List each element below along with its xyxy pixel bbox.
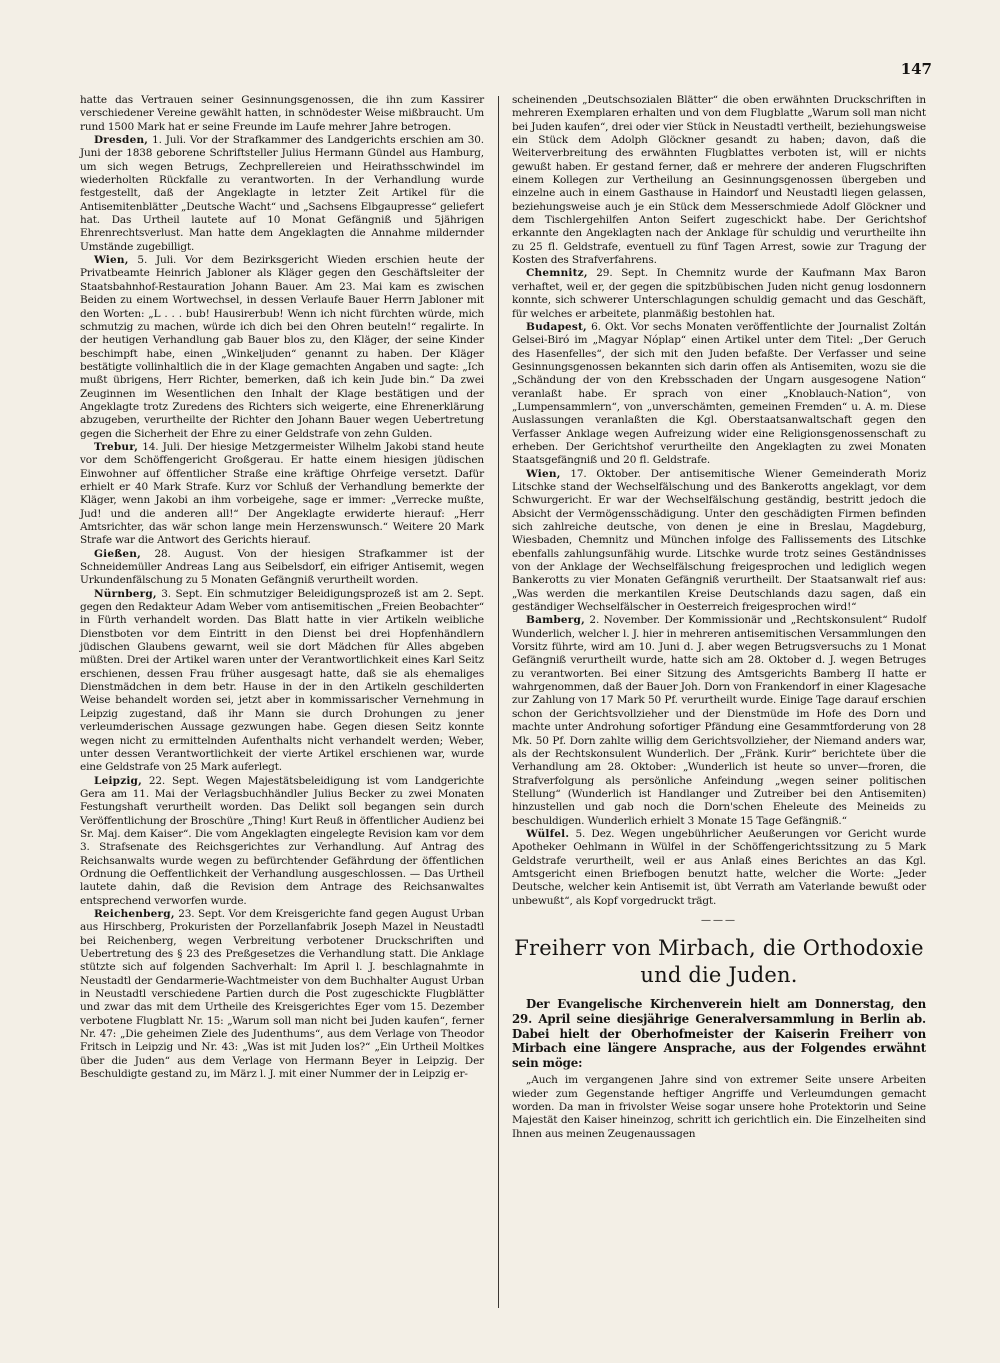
section-separator: ——— [701,914,737,926]
article-quote: „Auch im vergangenen Jahre sind von extremer Seite unsere Arbeiten wieder zum Gegenstande heftiger Angriffe und Verleumdungen gemacht worden. Da man in frivolster Weise sogar unsere hohe Protektorin und Seine Majestät den Kaiser hineinzog, schritt ich gerichtlich ein. Die Einzelheiten sind Ihnen aus meinen Zeugenaussagen [512,1074,926,1140]
news-item-text: 6. Okt. Vor sechs Monaten veröffentlichte der Journalist Zoltán Gelsei-Biró im „Magyar Nóplap“ einen Artikel unter dem Titel: „Der Geruch des Hasenfelles“, der sich mit den Juden befaßte. Der Verfasser und seine Gesinnungsgenossen bekannten sich darin offen als Antisemiten, wozu sie die „Schändung der von den Krebsschaden der Ungarn ausgesogene Nation“ veranlaßt habe. Er sprach von einer „Knoblauch-Nation“, von „Lumpensammlern“, von „unverschämten, gemeinen Fremden“ u. A. m. Diese Auslassungen veranlaßten die Kgl. Oberstaatsanwaltschaft gegen den Verfasser Anklage wegen Aufreizung wider eine Religionsgenossenschaft zu erheben. Der Gerichtshof verurtheilte den Angeklagten zu zwei Monaten Staatsgefängniß und 20 fl. Geldstrafe. [512,320,926,467]
news-item [512,94,926,267]
news-item-place: Wien, [94,254,129,267]
news-item [80,134,484,254]
news-item-text: 1. Juli. Vor der Strafkammer des Landgerichts erschien am 30. Juni der 1838 geborene Schriftsteller Julius Hermann Gündel aus Hamburg, um sich wegen Betrugs, Zechprellereien und Heirathsschwindel im wiederholten Rückfalle zu verantworten. In der Verhandlung wurde festgestellt, daß der Angeklagte in letzter Zeit Artikel für die Antisemitenblätter „Deutsche Wacht“ und „Sachsens Elbgaupresse“ geliefert hat. Das Urtheil lautete auf 10 Monat Gefängniß und 5jährigen Ehrenrechtsverlust. Man hatte dem Angeklagten die Annahme mildernder Umstände zugebilligt. [80,134,484,253]
news-item [512,828,926,908]
left-column [80,94,484,1081]
news-item [80,588,484,775]
news-item-text: 2. November. Der Kommissionär und „Rechtskonsulent“ Rudolf Wunderlich, welcher l. J. hier in mehreren antisemitischen Versammlungen den Vorsitz führte, wird am 10. Juni d. J. aber wegen Betrugsversuchs zu 1 Monat Gefängniß verurtheilt wurde, hatte sich am 28. Oktober d. J. wegen Betruges zu verantworten. Bei einer Sitzung des Amtsgerichts Bamberg II hatte er wahrgenommen, daß der Bauer Joh. Dorn von Frankendorf in einer Klagesache zur Zahlung von 17 Mark 50 Pf. verurtheilt wurde. Einige Tage darauf erschien schon der Gerichtsvollzieher und der Dienstmüde im Hofe des Dorn und machte unter Androhung sofortiger Pfändung eine Gesammtforderung von 28 Mk. 50 Pf. Dorn zahlte willig dem Gerichtsvollzieher, der Niemand anders war, als der Rechtskonsulent Wunderlich. Der „Fränk. Kurir“ berichtete über die Verhandlung am 28. Oktober: „Wunderlich ist heute so unver—froren, die Strafverfolgung als persönliche Anfeindung „wegen seiner politischen Stellung“ (Wunderlich ist Handlanger und Zutreiber bei den Antisemiten) hinzustellen und gab noch die Dorn'schen Eheleute des Meineids zu beschuldigen. Wunderlich erhielt 3 Monate 15 Tage Gefängniß.“ [512,614,926,827]
news-item-text: 28. August. Von der hiesigen Strafkammer ist der Schneidemüller Andreas Lang aus Seibelsdorf, ein eifriger Antisemit, wegen Urkundenfälschung zu 5 Monaten Gefängniß verurtheilt worden. [80,547,484,587]
news-item-place: Wülfel. [526,827,570,840]
news-item-place: Dresden, [94,134,149,147]
news-item-place: Wien, [526,467,561,480]
column-divider [498,96,499,1308]
news-item [512,614,926,828]
news-item-text: 5. Dez. Wegen ungebührlicher Aeußerungen vor Gericht wurde Apotheker Oehlmann in Wülfel in der Schöffengerichtssitzung zu 5 Mark Geldstrafe verurtheilt, weil er aus Anlaß eines Berichtes an das Kgl. Amtsgericht einen Briefbogen benutzt hatte, welcher die Worte: „Jeder Deutsche, welcher kein Antisemit ist, übt Verrath am Vaterlande bewußt oder unbewußt“, als Kopf vorgedruckt trägt. [512,827,926,907]
article-heading-line: Freiherr von Mirbach, die Orthodoxie [514,936,924,961]
news-item-text: 22. Sept. Wegen Majestätsbeleidigung ist vom Landgerichte Gera am 11. Mai der Verlagsbuchhändler Julius Becker zu zwei Monaten Festungshaft verurtheilt worden. Das Delikt soll begangen sein durch Veröffentlichung der Broschüre „Thing! Kurt Reuß in öffentlicher Audienz bei Sr. Maj. dem Kaiser“. Die vom Angeklagten eingelegte Revision kam vor dem 3. Strafsenate des Reichsgerichtes zur Verhandlung. Auf Antrag des Reichsanwalts wurde wegen zu befürchtender Gefährdung der öffentlichen Ordnung die Oeffentlichkeit der Verhandlung ausgeschlossen. — Das Urtheil lautete dahin, daß die Revision dem Antrage des Reichsanwaltes entsprechend verworfen wurde. [80,774,484,907]
news-item [80,775,484,908]
news-item-place: Reichenberg, [94,907,175,920]
news-item-text: 3. Sept. Ein schmutziger Beleidigungsprozeß ist am 2. Sept. gegen den Redakteur Adam Weber vom antisemitischen „Freien Beobachter“ in Fürth verhandelt worden. Das Blatt hatte in vier Artikeln weibliche Dienstboten vor dem Eintritt in den Dienst bei drei Hopfenhändlern jüdischen Glaubens gewarnt, weil sie dort Mädchen für Alles abgeben müßten. Drei der Artikel waren unter der Verantwortlichkeit eines Karl Seitz erschienen, dessen Frau früher ausgesagt hatte, daß sie als ehemaliges Dienstmädchen in dem betr. Hause in der in den Artikeln geschilderten Weise behandelt worden sei, jetzt aber in kommissarischer Vernehmung in Leipzig zugestand, daß ihr Mann sie durch Drohungen zu jener verleumderischen Aussage gezwungen habe. Gegen diesen Seitz konnte wegen nicht zu ermittelnden Aufenthalts nicht verhandelt werden; Weber, unter dessen Verantwortlichkeit der vierte Artikel erschienen war, wurde eine Geldstrafe von 25 Mark auferlegt. [80,587,484,774]
article-intro: Der Evangelische Kirchenverein hielt am Donnerstag, den 29. April seine diesjährige Generalversammlung in Berlin ab. Dabei hielt der Oberhofmeister der Kaiserin Freiherr von Mirbach eine längere Ansprache, aus der Folgendes erwähnt sein möge: [512,997,926,1070]
news-item-text: 23. Sept. Vor dem Kreisgerichte fand gegen August Urban aus Hirschberg, Prokuristen der Porzellanfabrik Joseph Mazel in Neustadtl bei Reichenberg, wegen Verbreitung verbotener Druckschriften und Uebertretung des § 23 des Preßgesetzes die Verhandlung statt. Die Anklage stützte sich auf folgenden Sachverhalt: Im April l. J. beschlagnahmte in Neustadtl der Gendarmerie-Wachtmeister von dem Buchhalter August Urban in Neustadtl verschiedene Partien durch die Post zugeschickte Flugblätter und zwar das mit dem Urtheile des Kreisgerichtes Eger vom 15. Dezember verbotene Flugblatt Nr. 15: „Warum soll man nicht bei Juden kaufen“, ferner Nr. 47: „Die geheimen Ziele des Judenthums“, aus dem Verlage von Theodor Fritsch in Leipzig und Nr. 43: „Was ist mit Juden los?“ „Ein Urtheil Moltkes über die Juden“ aus dem Verlage von Hermann Beyer in Leipzig. Der Beschuldigte gestand zu, im März l. J. mit einer Nummer der in Leipzig er- [80,907,484,1081]
article-heading-line: und die Juden. [640,963,798,988]
news-item [512,267,926,320]
news-item-text: 29. Sept. In Chemnitz wurde der Kaufmann Max Baron verhaftet, weil er, der gegen die spitzbübischen Juden nicht genug losdonnern konnte, sich schwerer Unterschlagungen schuldig gemacht und das Geschäft, für welches er arbeitete, planmäßig bestohlen hat. [512,267,926,320]
news-item [512,468,926,615]
news-item-place: Chemnitz, [526,267,588,280]
news-item-text: 5. Juli. Vor dem Bezirksgericht Wieden erschien heute der Privatbeamte Heinrich Jabloner als Kläger gegen den Geschäftsleiter der Staatsbahnhof-Restauration Johann Bauer. Am 23. Mai kam es zwischen Beiden zu einem Wortwechsel, in dessen Verlaufe Bauer Herrn Jabloner mit den Worten: „L . . . bub! Hausirerbub! Wenn ich nicht fürchten würde, mich schmutzig zu machen, würde ich dich bei den Ohren beuteln!“ regalirte. In der heutigen Verhandlung gab Bauer blos zu, den Kläger, der seine Kinder beschimpft habe, einen „Winkeljuden“ genannt zu haben. Der Kläger bestätigte vollinhaltlich die in der Klage gemachten Angaben und sagte: „Ich mußt übrigens, Herr Richter, bemerken, daß ich kein Jude bin.“ Da zwei Zeuginnen im Wesentlichen den Inhalt der Klage bestätigen und der Angeklagte trotz Zuredens des Richters sich weigerte, eine Ehrenerklärung abzugeben, verurtheilte der Richter den Johann Bauer wegen Uebertretung gegen die Sicherheit der Ehre zu einer Geldstrafe von zehn Gulden. [80,254,484,440]
news-item [80,441,484,548]
article-heading [512,935,926,989]
news-item-text: hatte das Vertrauen seiner Gesinnungsgenossen, die ihn zum Kassirer verschiedener Vereine gewählt hatten, in schnödester Weise mißbraucht. Um rund 1500 Mark hat er seine Freunde im Laufe mehrer Jahre betrogen. [80,94,484,133]
news-item-text: 17. Oktober. Der antisemitische Wiener Gemeinderath Moriz Litschke stand der Wechselfälschung und des Bankerotts angeklagt, vor dem Schwurgericht. Er war der Wechselfälschung geständig, bestritt jedoch die Absicht der Vermögensschädigung. Unter den geschädigten Firmen befinden sich zahlreiche deutsche, von denen je eine in Breslau, Magdeburg, Wiesbaden, Chemnitz und München infolge des Fallissements des Litschke ebenfalls zahlungsunfähig wurde. Litschke wurde trotz seines Geständnisses von der Anklage der Wechselfälschung freigesprochen und lediglich wegen Bankerotts zu vier Monaten Gefängniß verurtheilt. Der Staatsanwalt rief aus: „Was werden die merkantilen Kreise Deutschlands dazu sagen, daß ein geständiger Wechselfälscher in Oesterreich freigesprochen wird!“ [512,467,926,614]
news-item-place: Nürnberg, [94,587,157,600]
news-item-place: Leipzig, [94,774,142,787]
news-item-place: Gießen, [94,547,141,560]
news-item [80,254,484,441]
right-column [512,94,926,1141]
news-item [80,94,484,134]
news-item [512,321,926,468]
news-item-place: Bamberg, [526,614,585,627]
news-item [80,908,484,1081]
page-number: 147 [900,60,932,78]
news-item-place: Trebur, [94,440,139,453]
news-item-place: Budapest, [526,320,587,333]
news-item-text: 14. Juli. Der hiesige Metzgermeister Wilhelm Jakobi stand heute vor dem Schöffengericht Großgerau. Er hatte einem hiesigen jüdischen Einwohner auf öffentlicher Straße eine kräftige Ohrfeige versetzt. Dafür erhielt er 40 Mark Strafe. Kurz vor Schluß der Verhandlung bemerkte der Kläger, wenn Jakobi an ihm vorbeigehe, sage er immer: „Verrecke mußte, Jud! und die anderen all!“ Der Angeklagte erwiderte hierauf: „Herr Amtsrichter, das wär schon lange mein Herzenswunsch.“ Weitere 20 Mark Strafe war die Antwort des Gerichts hierauf. [80,440,484,547]
news-item [80,548,484,588]
news-item-text: scheinenden „Deutschsozialen Blätter“ die oben erwähnten Druckschriften in mehreren Exemplaren erhalten und von dem Flugblatte „Warum soll man nicht bei Juden kaufen“, drei oder vier Stück in Neustadtl vertheilt, beziehungsweise ein Stück dem Adolph Glöckner gesandt zu haben; davon, daß die Weiterverbreitung des erwähnten Flugblattes verboten ist, will er nichts gewußt haben. Er gestand ferner, daß er mehrere der anderen Flugschriften einem Kollegen zur Vertheilung an Gesinnungsgenossen übergeben und einzelne auch in einem Gasthause in Haindorf und Neustadtl liegen gelassen, beziehungsweise auch je ein Stück dem Messerschmiede Adolf Glöckner und dem Tischlergehilfen Anton Seifert zugeschickt habe. Der Gerichtshof erkannte den Angeklagten nach der Anklage für schuldig und verurtheilte ihn zu 25 fl. Geldstrafe, eventuell zu fünf Tagen Arrest, sowie zur Tragung der Kosten des Strafverfahrens. [512,94,926,267]
